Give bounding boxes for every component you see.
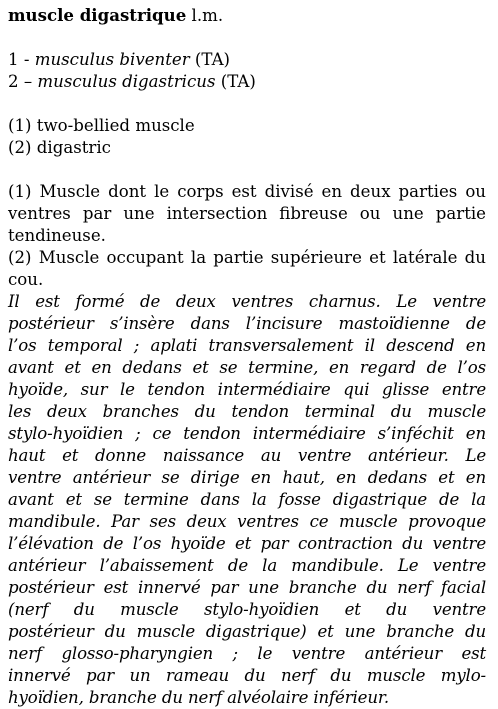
description-line: avant et en dedans et se termine, en regard de l’os [8,358,486,377]
definition-line: (2) Muscle occupant la partie supérieure et latérale du [8,248,486,267]
description-line: l’élévation de l’os hyoïde et par contraction du ventre [8,534,486,553]
headword: muscle digastrique [8,5,187,25]
description-line: ventre antérieur se dirige en haut, en dedans et en [8,468,486,487]
synonym-term: musculus digastricus [37,72,216,91]
spacer [8,27,486,49]
entry-header [8,4,486,27]
description-line: avant et se termine dans la fosse digastrique de la [8,490,486,509]
synonym-term: musculus biventer [34,50,190,69]
description-line: nerf glosso-pharyngien ; le ventre antérieur est [8,644,486,663]
grammar-label: l.m. [186,6,224,25]
description-line: mandibule. Par ses deux ventres ce muscle provoque [8,512,486,531]
translation-list [8,115,486,159]
description-line: innervé par un rameau du nerf du muscle mylo- [8,666,486,685]
synonym-number: 1 - [8,50,35,69]
definition-line: ventres par une intersection fibreuse ou une partie [8,204,486,223]
description-line: stylo-hyoïdien ; ce tendon intermédiaire s’inféchit en [8,424,486,443]
definition-2 [8,247,486,291]
synonym-item [8,71,486,93]
description-line: postérieur s’insère dans l’incisure mastoïdienne de [8,314,486,333]
description-line: haut et donne naissance au ventre antérieur. Le [8,446,486,465]
description-line: postérieur est innervé par une branche du nerf facial [8,578,486,597]
spacer [8,159,486,181]
description-line: postérieur du muscle digastrique) et une branche du [8,622,486,641]
definition-line: cou. [8,270,44,289]
definition-line: tendineuse. [8,226,106,245]
translation-item: (2) digastric [8,138,111,157]
translation-item: (1) two-bellied muscle [8,116,195,135]
definition-line: (1) Muscle dont le corps est divisé en deux parties ou [8,182,486,201]
description [8,291,486,709]
synonym-list [8,49,486,93]
synonym-source: (TA) [215,72,256,91]
description-line: hyoïdien, branche du nerf alvéolaire inférieur. [8,688,389,707]
synonym-source: (TA) [189,50,231,69]
description-line: les deux branches du tendon terminal du muscle [8,402,486,421]
dictionary-entry [8,4,486,709]
description-line: l’os temporal ; aplati transversalement il descend en [8,336,486,355]
synonym-number: 2 – [8,72,38,91]
description-line: antérieur l’abaissement de la mandibule. Le ventre [8,556,486,575]
description-line: Il est formé de deux ventres charnus. Le ventre [8,292,486,311]
description-line: (nerf du muscle stylo-hyoïdien et du ventre [8,600,486,619]
definition-1 [8,181,486,247]
synonym-item [8,49,486,71]
spacer [8,93,486,115]
description-line: hyoïde, sur le tendon intermédiaire qui glisse entre [8,380,486,399]
